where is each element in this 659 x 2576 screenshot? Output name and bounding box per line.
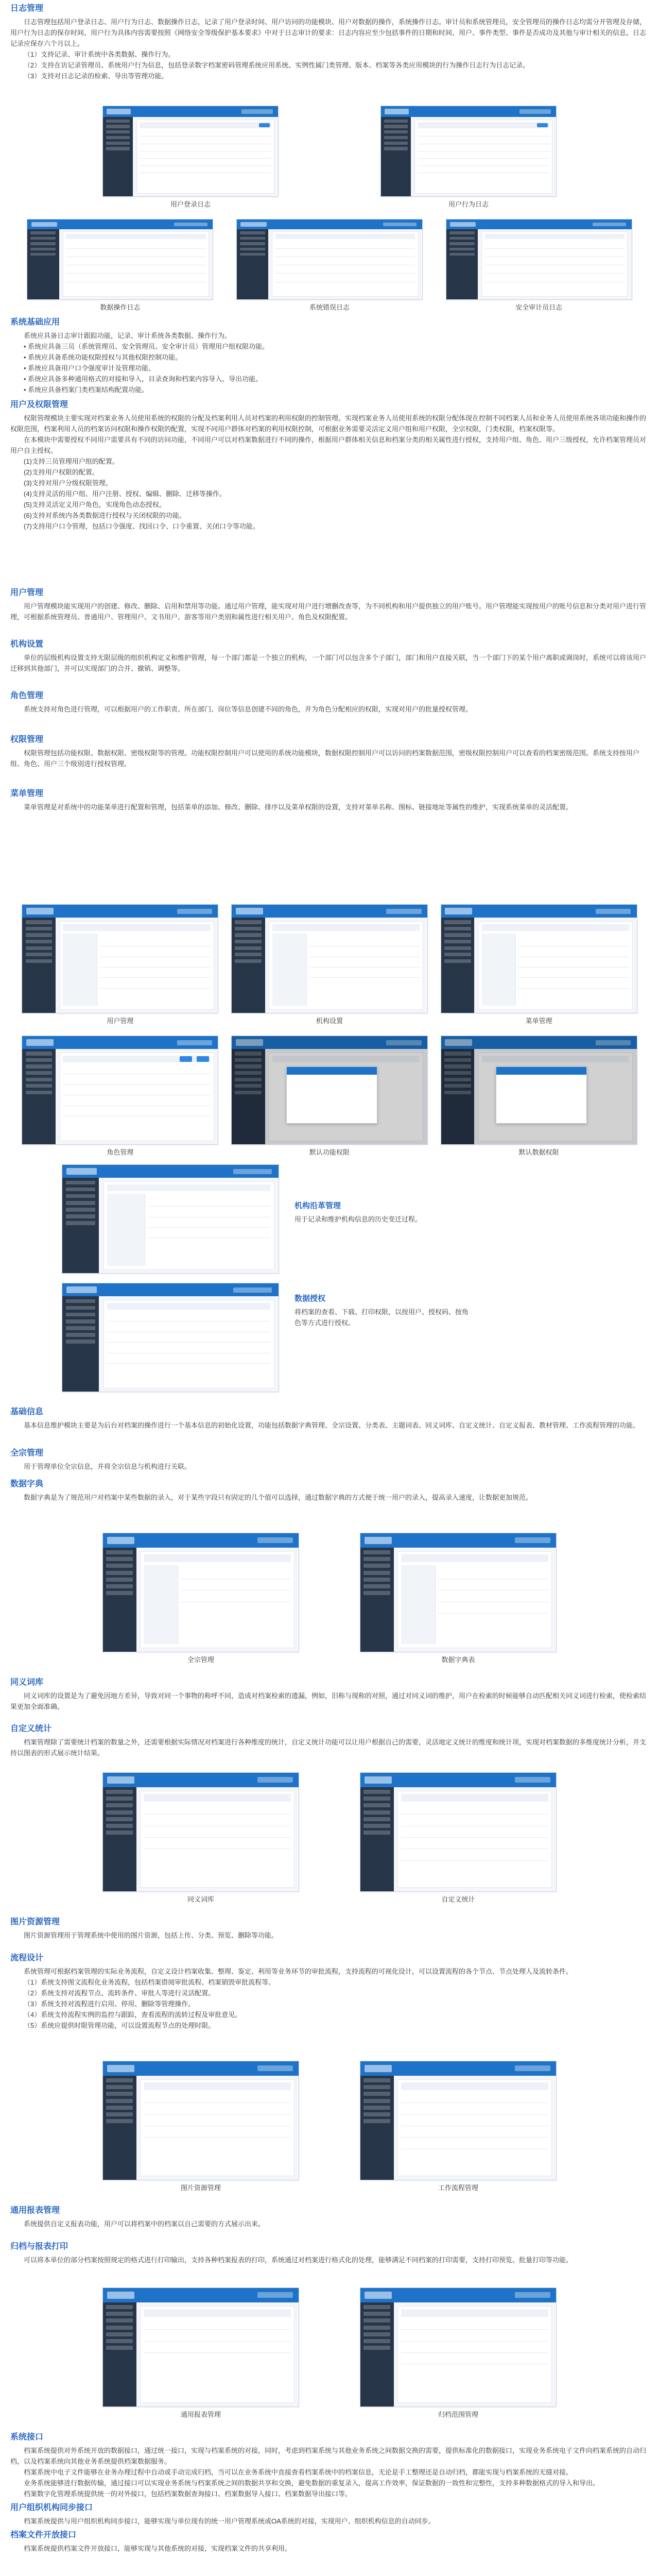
section-org [10,639,649,674]
figure-caption: 用户管理 [107,1017,134,1025]
figure-row [15,1036,644,1157]
section-flow [10,1953,649,2031]
screenshot-image [102,2061,299,2180]
section-title: 自定义统计 [10,1724,52,1733]
figure-caption: 默认数据权限 [518,1148,559,1156]
paragraph: 基本信息维护模块主要是为后台对档案的操作进行一个基本信息的初始化设置，功能包括数据字典管理、全宗设置、分类表、主题词表、同义词库、自定义统计、自定义报表、教材管理、工作流程管理的功能。 [24,1421,640,1429]
figure-row [72,1533,587,1665]
section-title: 用户管理 [10,588,44,597]
section-role [10,690,649,715]
paragraph: 系统提供自定义报表功能，用户可以将档案中的档案以自己需要的方式展示出来。 [24,2220,265,2228]
screenshot-image [360,1772,557,1892]
paragraph: 档案系统提供对外系统开放的数据接口，通过统一接口，实现与档案系统的对接，同时，考虑到档案系统与其他业务系统之间数据交换的需要，提供标准化的数据接口，实现业务系统电子文件向档案系统的自动归档，以及档案系统向其他业务系统提供档案数据服务。 [10,2447,647,2465]
screenshot-image [360,1533,557,1652]
paragraph: 数据字典是为了规范用户对档案中某些数据的录入，对于某些字段只有固定的几个值可以选择，通过数据字典的方式便于统一用户的录入，提高录入速度，让数据更加规范。 [24,1494,533,1501]
paragraph: 档案管理除了需要统计档案的数量之外，还需要根据实际情况对档案进行各种维度的统计，自定义统计功能可以让用户根据自己的需要，灵活地定义统计的维度和统计项，实现对档案数据的多维度统计分析，并支持以图表的形式展示统计结果。 [10,1738,647,1757]
paragraph: 系统支持对角色进行管理，可以根据用户的工作职责、所在部门、岗位等信息创建不同的角色，并为角色分配相应的权限，实现对用户的批量授权管理。 [24,705,473,713]
paragraph: 用户管理模块能实现用户的创建、修改、删除、启用和禁用等功能。通过用户管理，能实现对用户进行增删改查等，为不同机构和用户提供独立的用户账号。用户管理能实现按用户的账号信息和分类对用户进行管理，可根据系统管理员、普通用户、管理用户、文书用户、游客等用户类别和属性进行相关用户、角色及权限配置。 [10,602,647,621]
figure [22,1036,218,1157]
screenshot-image [441,904,637,1013]
paragraph: 可以将本单位的部分档案按照规定的格式进行打印输出，支持各种档案报表的打印，系统通过对档案进行格式化的处理，能够满足不同档案的打印需要，支持打印预览、批量打印等功能。 [24,2256,573,2264]
figure-with-note [62,1283,577,1392]
screenshot-image [446,219,632,300]
list-item: (6)支持对系统内各类数据进行授权与关闭权限的功能。 [24,512,186,519]
section-print [10,2241,649,2265]
screenshot-image [360,2061,557,2180]
paragraph: 档案数字化管理系统提供统一的对外接口，包括档案数据查询接口、档案数据导入接口、档案数据导出接口等。 [24,2490,352,2498]
side-note [294,1200,531,1225]
figure [102,2061,299,2193]
paragraph: 档案系统提供与用户组织机构同步接口，能够实现与单位现有的统一用户管理系统或OA系统的对接，实现用户、组织机构信息的自动同步。 [24,2517,435,2525]
section-log [10,3,649,81]
figure [446,219,632,312]
figure-caption: 用户登录日志 [170,200,211,208]
figure-caption: 安全审计员日志 [515,303,563,311]
figure [441,1036,637,1157]
section-title: 用户及权限管理 [10,400,68,409]
screenshot-image [360,2287,557,2407]
section-menu [10,788,649,812]
paragraph: 在本模块中需要授权不同用户需要具有不同的访问功能，不同用户可以对档案数据进行不同的操作，根据用户群体相关信息和档案分类的相关属性进行授权，支持用户组、角色、用户三级授权，允许档案管理员对用户自主授权。 [10,436,647,454]
paragraph: 同义词库的设置是为了避免因地方差异，导致对同一个事物的称呼不同，造成对档案检索的遗漏，例如，旧称与现称的对照，通过对同义词的维护，用户在检索的时候能够自动匹配相关同义词进行检索，使检索结果更加全面准确。 [10,1692,647,1710]
figure-caption: 全宗管理 [187,1656,214,1664]
section-generic [10,2205,649,2229]
screenshot-image [231,904,428,1013]
screenshot-image [22,1036,218,1145]
list-item: （2）支持在访记录管理员、系统用户行为信息，包括登录数字档案密码管理系统应用系统、实例性属门类管理、版本、档案等各类应用模块的行为操作日志行为日志记录。 [24,61,530,69]
section-subtitle: 档案文件开放接口 [10,2531,77,2539]
paragraph: 业务系统能够进行数据传输，通过接口可以实现业务系统与档案系统之间的数据共享和交换，避免数据的重复录入，提高工作效率，保证数据的一致性和完整性，支持多种数据格式的导入和导出。 [24,2479,600,2487]
section-title: 通用报表管理 [10,2206,60,2215]
paragraph: 权限管理包括功能权限、数据权限、密级权限等的管理。功能权限控制用户可以使用的系统功能模块，数据权限控制用户可以访问的档案数据范围，密级权限控制用户可以查看的档案密级范围。系统支持按用户组、角色、用户三个级别进行授权管理。 [10,749,640,768]
side-note-text: 将档案的查看、下载、打印权限，以按用户、授权码、按角色等方式进行授权。 [294,1308,469,1327]
figure-row [51,106,608,209]
figure-caption: 数据字典表 [441,1656,475,1664]
section-title: 同义词库 [10,1678,44,1687]
section-title: 系统接口 [10,2433,44,2442]
section-title: 系统基础应用 [10,318,60,327]
section-title: 机构设置 [10,640,44,649]
list-item: （3）支持对日志记录的检索、导出等管理功能。 [24,72,168,80]
figure [360,1772,557,1904]
section-title: 权限管理 [10,735,44,744]
section-usermgmt [10,587,649,622]
list-item: • 系统应具备档案门类档案结构配置功能。 [24,386,149,394]
section-synonym [10,1677,649,1712]
figure [27,219,213,312]
list-item: （1）系统支持图文流程化业务流程，包括档案借阅审批流程、档案销毁审批流程等。 [24,1978,275,1986]
paragraph: 系统管理可根据档案管理的实际业务流程，自定义设计档案收集、整理、鉴定、利用等业务环节的审批流程，支持流程的可视化设计，可以设置流程的各个节点、节点处理人及流转条件。 [24,1968,573,1975]
figure-caption: 自定义统计 [441,1895,475,1903]
figure [360,2061,557,2193]
side-note-title: 机构沿革管理 [294,1201,341,1210]
list-item: （4）系统支持流程实例的监控与跟踪，查看流程的流转过程及审批意见。 [24,2011,242,2019]
figure-with-note [62,1164,577,1274]
list-item: (3)支持对用户分级权限管理。 [24,479,112,487]
screenshot-image [231,1036,428,1145]
paragraph: 权限管理模块主要实现对档案业务人员使用系统的权限的分配及档案利用人员对档案的利用权限的控制管理。实现档案业务人员使用系统的权限分配体现在控制不同档案人员和业务人员使用系统各项功能和操作的权限范围，档案利用人员的档案访问权限和操作权限的配置，实现不同用户群体对档案的利用权限控制，可根据业务需要灵活定义用户组和用户权限，全宗权限，门类权限，档案权限等。 [10,414,647,433]
screenshot-image [441,1036,637,1145]
figure [231,904,428,1026]
figure [102,2287,299,2419]
screenshot-image [102,2287,299,2407]
section-material [10,1917,649,1941]
screenshot-image [27,219,213,300]
screenshot-image [102,1772,299,1892]
section-iface [10,2432,649,2554]
section-title: 流程设计 [10,1954,44,1962]
figure-row [15,219,644,312]
paragraph: 图片资源管理用于管理系统中使用的图片资源，包括上传、分类、预览、删除等功能。 [24,1931,279,1939]
figure-caption: 菜单管理 [525,1017,552,1025]
figure-caption: 机构设置 [316,1017,343,1025]
figure [236,219,423,312]
figure-caption: 通用报表管理 [180,2411,221,2418]
screenshot-image [62,1164,279,1274]
side-note [294,1293,470,1328]
figure-caption: 归档范围管理 [438,2411,478,2418]
paragraph: 单位的层级机构设置支持无限层级的组织机构定义和维护管理，每一个部门都是一个独立的机构，一个部门可以包含多个子部门，部门和用户直接关联，当一个部门下的某个用户离职或调岗时，系统可以将该用户迁移到其他部门，并可以实现部门的合并、撤销、调整等。 [10,654,647,672]
list-item: • 系统应具备用户口令强度审计及管理功能。 [24,364,155,372]
section-title: 日志管理 [10,4,44,13]
screenshot-image [380,106,557,197]
section-perm [10,734,649,769]
section-title: 数据字典 [10,1480,44,1488]
section-custom [10,1723,649,1758]
figure-row [15,904,644,1026]
figure-row [72,1772,587,1904]
figure-caption: 默认功能权限 [309,1148,350,1156]
paragraph: 菜单管理是对系统中的功能菜单进行配置和管理，包括菜单的添加、修改、删除、排序以及菜单权限的设置，支持对菜单名称、图标、链接地址等属性的维护，实现系统菜单的灵活配置。 [24,803,573,811]
section-title: 归档与报表打印 [10,2242,68,2251]
figure [380,106,557,209]
figure [22,904,218,1026]
figure-caption: 系统错误日志 [309,303,350,311]
figure-caption: 同义词库 [187,1895,214,1903]
section-title: 图片资源管理 [10,1918,60,1926]
screenshot-image [102,106,279,197]
section-subtitle: 用户组织机构同步接口 [10,2503,93,2512]
side-note-title: 数据授权 [294,1294,326,1303]
list-item: (7)支持用户口令管理，包括口令强度、找回口令、口令重置、关闭口令等功能。 [24,522,259,530]
paragraph: 日志管理包括用户登录日志、用户行为日志、数据操作日志，记录了用户登录时间、用户访问的功能模块、用户对数据的操作，系统操作日志。审计员和系统管理员，安全管理员的操作日志均需分开管理及存储，用户行为日志的保存时间、用户行为具体内容需要按照《网络安全等级保护基本要求》中对于日志审计的要求：日志内容应至少包括事件的日期和时间、用户、事件类型、事件是否成功及其他与审计相关的信息。日志记录应保存六个月以上。 [10,18,647,47]
figure [102,1533,299,1665]
paragraph: 档案系统提供档案文件开放接口，能够实现与其他系统的对接，实现档案文件的共享利用。 [24,2545,292,2552]
figure-caption: 角色管理 [107,1148,134,1156]
list-item: • 系统应具备系统功能权限授权与其他权限控制功能。 [24,353,182,361]
figure-row [72,2287,587,2419]
screenshot-image [236,219,423,300]
list-item: (1)支持三员管理用户组的配置。 [24,457,119,465]
paragraph: 系统应具备日志审计跟踪功能，记录、审计系统各类数据、操作行为。 [24,332,232,340]
section-title: 菜单管理 [10,789,44,798]
figure [102,1772,299,1904]
figure [360,1533,557,1665]
figure-caption: 工作流程管理 [438,2184,478,2192]
list-item: (4)支持灵活的用户组、用户注册、授权、编辑、删除、迁移等操作。 [24,490,226,498]
list-item: (5)支持灵活定义用户角色，实现角色动态授权。 [24,501,166,509]
section-base [10,1406,649,1431]
figure [231,1036,428,1157]
section-dict [10,1479,649,1503]
figure [102,106,279,209]
side-note-text: 用于记录和维护机构信息的历史变迁过程。 [294,1215,422,1223]
paragraph: 档案系统中电子文件能够在业务办理过程中自动或手动完成归档，当可以在业务系统中直接查看档案系统中的档案信息，无论是手工整理还是自动归档，都能实现与档案系统的无缝对接。 [24,2468,573,2476]
list-item: • 系统应具备多种通用格式的对接和导入，目录查询和档案内容导入、导出功能。 [24,375,263,383]
list-item: • 系统应具备三员（系统管理员、安全管理员、安全审计员）管理用户组权限功能。 [24,343,269,350]
screenshot-image [62,1283,279,1392]
figure-row [72,2061,587,2193]
section-title: 全宗管理 [10,1449,44,1458]
section-title: 基础信息 [10,1408,44,1416]
figure-caption: 数据操作日志 [100,303,141,311]
list-item: （3）系统支持对流程进行启用、停用、删除等管理操作。 [24,2000,195,2008]
paragraph: 用于管理单位全宗信息，并将全宗信息与机构进行关联。 [24,1463,192,1470]
screenshot-image [102,1533,299,1652]
figure [360,2287,557,2419]
list-item: （1）支持记录、审计系统中各类数据、操作行为。 [24,50,175,58]
section-fonds [10,1448,649,1472]
list-item: （5）系统应提供时限管理功能，可以设置流程节点的处理时限。 [24,2022,215,2029]
section-basic [10,317,649,395]
list-item: （2）系统支持对流程节点、流转条件、审批人等进行灵活配置。 [24,1989,215,1997]
screenshot-image [22,904,218,1013]
section-user [10,399,649,532]
list-item: (2)支持用户权限的配置。 [24,468,99,476]
figure [441,904,637,1026]
figure-caption: 用户行为日志 [448,200,489,208]
figure-caption: 图片资源管理 [180,2184,221,2192]
section-title: 角色管理 [10,691,44,700]
